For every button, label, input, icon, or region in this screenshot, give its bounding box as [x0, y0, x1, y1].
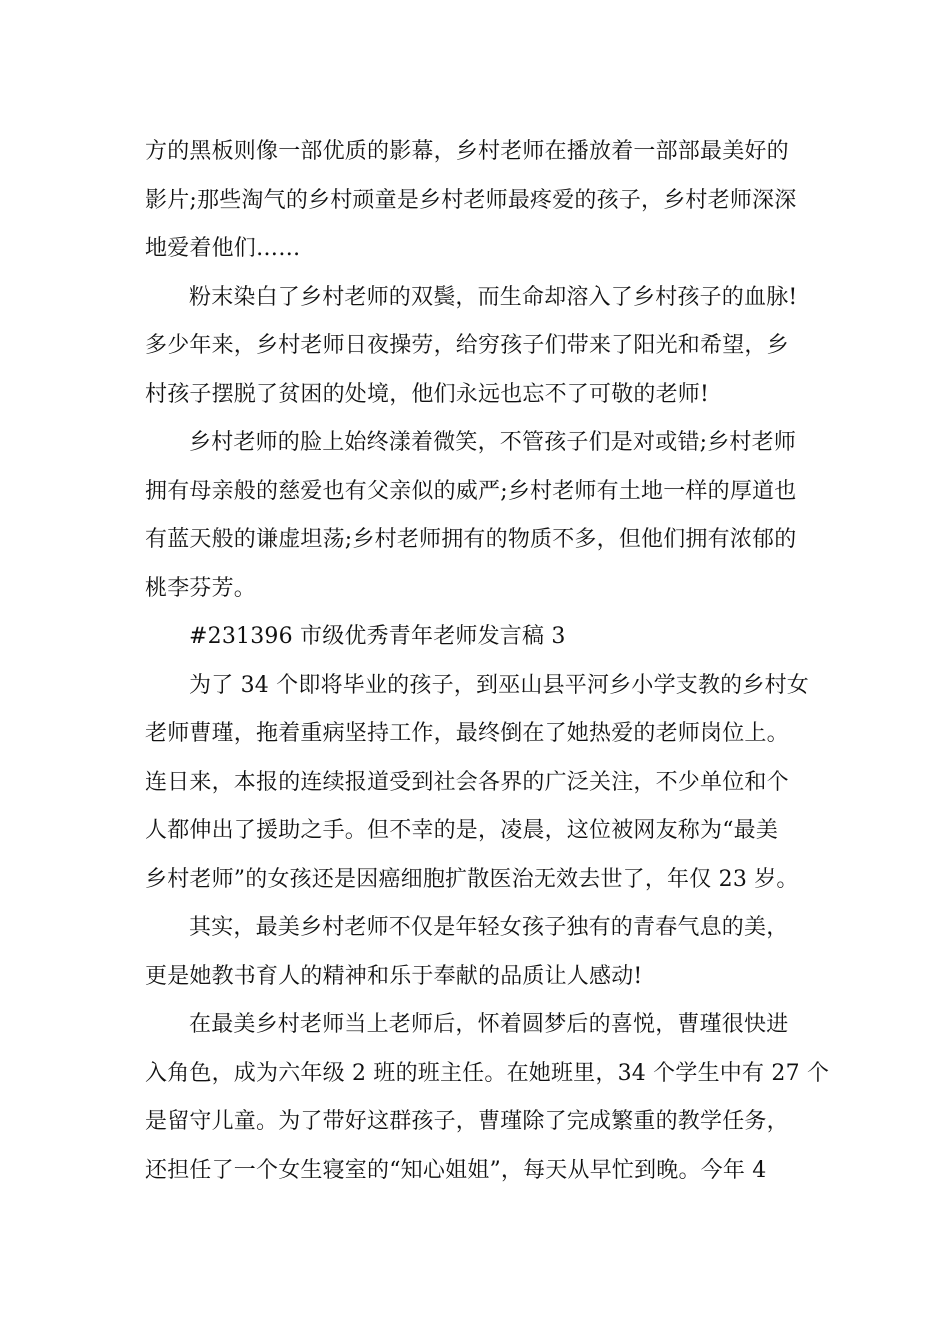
section-heading: #231396 市级优秀青年老师发言稿 3 [189, 624, 566, 649]
text-line: 乡村老师”的女孩还是因癌细胞扩散医治无效去世了，年仅 23 岁。 [145, 866, 799, 892]
text-line: 人都伸出了援助之手。但不幸的是，凌晨，这位被网友称为“最美 [145, 818, 779, 843]
text-line: 拥有母亲般的慈爱也有父亲似的威严;乡村老师有土地一样的厚道也 [145, 478, 797, 504]
text-line: 地爱着他们…… [145, 236, 301, 261]
text-line: 更是她教书育人的精神和乐于奉献的品质让人感动! [145, 963, 643, 989]
paragraph-first-line: 为了 34 个即将毕业的孩子，到巫山县平河乡小学支教的乡村女 [189, 672, 809, 698]
paragraph-first-line: 其实，最美乡村老师不仅是年轻女孩子独有的青春气息的美， [189, 915, 789, 940]
text-line: 是留守儿童。为了带好这群孩子，曹瑾除了完成繁重的教学任务， [145, 1109, 789, 1134]
text-line: 老师曹瑾，拖着重病坚持工作，最终倒在了她热爱的老师岗位上。 [145, 721, 789, 746]
paragraph-first-line: 粉末染白了乡村老师的双鬓，而生命却溶入了乡村孩子的血脉! [189, 284, 798, 310]
text-line: 多少年来，乡村老师日夜操劳，给穷孩子们带来了阳光和希望，乡 [145, 333, 789, 358]
text-line: 入角色，成为六年级 2 班的班主任。在她班里，34 个学生中有 27 个 [145, 1060, 830, 1086]
paragraph-first-line: 乡村老师的脸上始终漾着微笑，不管孩子们是对或错;乡村老师 [189, 430, 797, 455]
text-line: 桃李芬芳。 [145, 575, 257, 601]
text-line: 连日来，本报的连续报道受到社会各界的广泛关注，不少单位和个 [145, 769, 789, 795]
text-line: 还担任了一个女生寝室的“知心姐姐”，每天从早忙到晚。今年 4 [145, 1157, 767, 1183]
text-line: 有蓝天般的谦虚坦荡;乡村老师拥有的物质不多，但他们拥有浓郁的 [145, 527, 797, 552]
paragraph-first-line: 在最美乡村老师当上老师后，怀着圆梦后的喜悦，曹瑾很快进 [189, 1012, 789, 1037]
document-body [145, 128, 830, 1195]
text-line: 方的黑板则像一部优质的影幕，乡村老师在播放着一部部最美好的 [145, 139, 789, 164]
text-line: 影片;那些淘气的乡村顽童是乡村老师最疼爱的孩子，乡村老师深深 [145, 187, 797, 213]
text-line: 村孩子摆脱了贫困的处境，他们永远也忘不了可敬的老师! [145, 381, 710, 407]
